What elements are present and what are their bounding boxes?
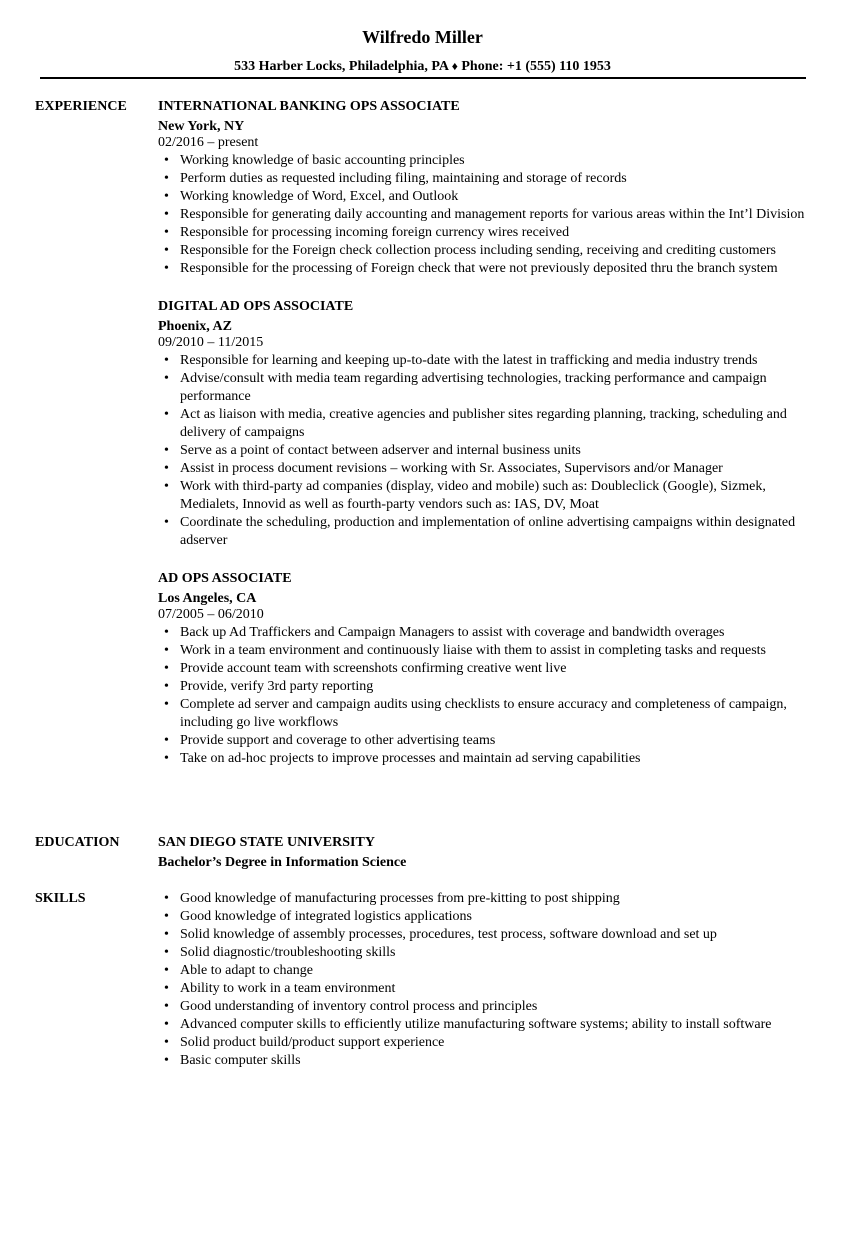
skill-text: Basic computer skills — [180, 1053, 301, 1068]
section-label-skills: SKILLS — [35, 891, 86, 906]
list-item — [158, 732, 808, 750]
list-item — [158, 188, 808, 206]
list-item — [158, 890, 808, 908]
job-entry — [158, 570, 808, 768]
list-item — [158, 998, 808, 1016]
bullet-icon: • — [164, 171, 169, 186]
job-location: Los Angeles, CA — [158, 591, 257, 606]
list-item — [158, 352, 808, 370]
bullet-icon: • — [164, 927, 169, 942]
list-item — [158, 962, 808, 980]
candidate-name: Wilfredo Miller — [362, 27, 483, 47]
list-item — [158, 624, 808, 642]
list-item — [158, 980, 808, 998]
skills-list — [158, 890, 808, 1070]
list-item — [158, 170, 808, 188]
bullet-icon: • — [164, 225, 169, 240]
bullet-icon: • — [164, 479, 169, 494]
bullet-icon: • — [164, 945, 169, 960]
resume-header — [0, 26, 845, 76]
list-item — [158, 224, 808, 242]
job-dates: 09/2010 – 11/2015 — [158, 335, 264, 350]
bullet-icon: • — [164, 461, 169, 476]
job-title: DIGITAL AD OPS ASSOCIATE — [158, 299, 354, 314]
bullet-text: Act as liaison with media, creative agencies and publisher sites regarding planning, tracking, scheduling and delivery of campaigns — [180, 407, 787, 440]
job-entry — [158, 298, 808, 550]
list-item — [158, 660, 808, 678]
list-item — [158, 696, 808, 732]
bullet-text: Working knowledge of basic accounting principles — [180, 153, 465, 168]
skill-text: Good knowledge of integrated logistics applications — [180, 909, 472, 924]
bullet-text: Responsible for the processing of Foreign check that were not previously deposited thru the branch system — [180, 261, 778, 276]
job-bullets — [158, 624, 808, 768]
list-item — [158, 642, 808, 660]
degree: Bachelor’s Degree in Information Science — [158, 855, 407, 870]
education-body — [158, 834, 808, 872]
school-name: SAN DIEGO STATE UNIVERSITY — [158, 835, 375, 850]
bullet-icon: • — [164, 371, 169, 386]
bullet-icon: • — [164, 1035, 169, 1050]
bullet-icon: • — [164, 1017, 169, 1032]
bullet-text: Work with third-party ad companies (display, video and mobile) such as: Doubleclick (Google), Sizmek, Medialets, Innovid as well as fourth-party vendors such as: IAS, DV, Moat — [180, 479, 766, 512]
bullet-icon: • — [164, 909, 169, 924]
skill-text: Solid product build/product support experience — [180, 1035, 445, 1050]
bullet-text: Serve as a point of contact between adserver and internal business units — [180, 443, 581, 458]
bullet-text: Perform duties as requested including filing, maintaining and storage of records — [180, 171, 627, 186]
bullet-icon: • — [164, 189, 169, 204]
skill-text: Good understanding of inventory control process and principles — [180, 999, 538, 1014]
list-item — [158, 514, 808, 550]
skill-text: Good knowledge of manufacturing processes from pre-kitting to post shipping — [180, 891, 620, 906]
list-item — [158, 152, 808, 170]
bullet-text: Work in a team environment and continuously liaise with them to assist in completing tasks and requests — [180, 643, 766, 658]
bullet-icon: • — [164, 625, 169, 640]
skill-text: Able to adapt to change — [180, 963, 313, 978]
job-bullets — [158, 152, 808, 278]
list-item — [158, 370, 808, 406]
bullet-text: Provide account team with screenshots confirming creative went live — [180, 661, 567, 676]
bullet-icon: • — [164, 207, 169, 222]
address: 533 Harber Locks, Philadelphia, PA — [234, 59, 449, 74]
contact-line — [0, 57, 845, 76]
bullet-text: Back up Ad Traffickers and Campaign Managers to assist with coverage and bandwidth overages — [180, 625, 725, 640]
bullet-text: Responsible for learning and keeping up-to-date with the latest in trafficking and media industry trends — [180, 353, 758, 368]
job-dates: 02/2016 – present — [158, 135, 259, 150]
separator-diamond-icon: ♦ — [451, 59, 458, 73]
list-item — [158, 678, 808, 696]
list-item — [158, 206, 808, 224]
bullet-text: Responsible for the Foreign check collection process including sending, receiving and crediting customers — [180, 243, 777, 258]
bullet-icon: • — [164, 661, 169, 676]
bullet-text: Coordinate the scheduling, production and implementation of online advertising campaigns within designated adserver — [180, 515, 796, 548]
list-item — [158, 442, 808, 460]
section-label-education: EDUCATION — [35, 835, 120, 850]
list-item — [158, 926, 808, 944]
bullet-icon: • — [164, 751, 169, 766]
job-location: New York, NY — [158, 119, 245, 134]
bullet-text: Complete ad server and campaign audits using checklists to ensure accuracy and completeness of campaign, including go live workflows — [180, 697, 787, 730]
bullet-icon: • — [164, 643, 169, 658]
skill-text: Solid diagnostic/troubleshooting skills — [180, 945, 396, 960]
list-item — [158, 478, 808, 514]
bullet-text: Advise/consult with media team regarding advertising technologies, tracking performance and campaign performance — [180, 371, 767, 404]
skill-text: Advanced computer skills to efficiently utilize manufacturing software systems; ability to install software — [180, 1017, 772, 1032]
skill-text: Ability to work in a team environment — [180, 981, 396, 996]
bullet-text: Take on ad-hoc projects to improve processes and maintain ad serving capabilities — [180, 751, 641, 766]
bullet-icon: • — [164, 243, 169, 258]
section-label-experience: EXPERIENCE — [35, 99, 127, 114]
bullet-text: Responsible for processing incoming foreign currency wires received — [180, 225, 570, 240]
bullet-icon: • — [164, 353, 169, 368]
job-entry — [158, 98, 808, 278]
bullet-icon: • — [164, 261, 169, 276]
list-item — [158, 944, 808, 962]
header-divider — [40, 77, 806, 79]
bullet-icon: • — [164, 981, 169, 996]
bullet-icon: • — [164, 1053, 169, 1068]
experience-body — [158, 98, 808, 788]
bullet-text: Provide, verify 3rd party reporting — [180, 679, 374, 694]
bullet-icon: • — [164, 733, 169, 748]
list-item — [158, 750, 808, 768]
bullet-icon: • — [164, 407, 169, 422]
list-item — [158, 460, 808, 478]
bullet-icon: • — [164, 153, 169, 168]
skill-text: Solid knowledge of assembly processes, procedures, test process, software download and set up — [180, 927, 717, 942]
list-item — [158, 1034, 808, 1052]
bullet-icon: • — [164, 515, 169, 530]
list-item — [158, 260, 808, 278]
bullet-text: Provide support and coverage to other advertising teams — [180, 733, 496, 748]
list-item — [158, 242, 808, 260]
skills-body — [158, 890, 808, 1070]
list-item — [158, 1016, 808, 1034]
phone: Phone: +1 (555) 110 1953 — [461, 59, 611, 74]
bullet-icon: • — [164, 679, 169, 694]
bullet-icon: • — [164, 999, 169, 1014]
list-item — [158, 1052, 808, 1070]
job-dates: 07/2005 – 06/2010 — [158, 607, 264, 622]
list-item — [158, 908, 808, 926]
bullet-text: Assist in process document revisions – working with Sr. Associates, Supervisors and/or Manager — [180, 461, 723, 476]
job-bullets — [158, 352, 808, 550]
bullet-icon: • — [164, 697, 169, 712]
bullet-icon: • — [164, 963, 169, 978]
job-location: Phoenix, AZ — [158, 319, 232, 334]
bullet-text: Working knowledge of Word, Excel, and Outlook — [180, 189, 459, 204]
job-title: INTERNATIONAL BANKING OPS ASSOCIATE — [158, 99, 460, 114]
bullet-text: Responsible for generating daily accounting and management reports for various areas within the Int’l Division — [180, 207, 805, 222]
job-title: AD OPS ASSOCIATE — [158, 571, 292, 586]
bullet-icon: • — [164, 891, 169, 906]
bullet-icon: • — [164, 443, 169, 458]
list-item — [158, 406, 808, 442]
